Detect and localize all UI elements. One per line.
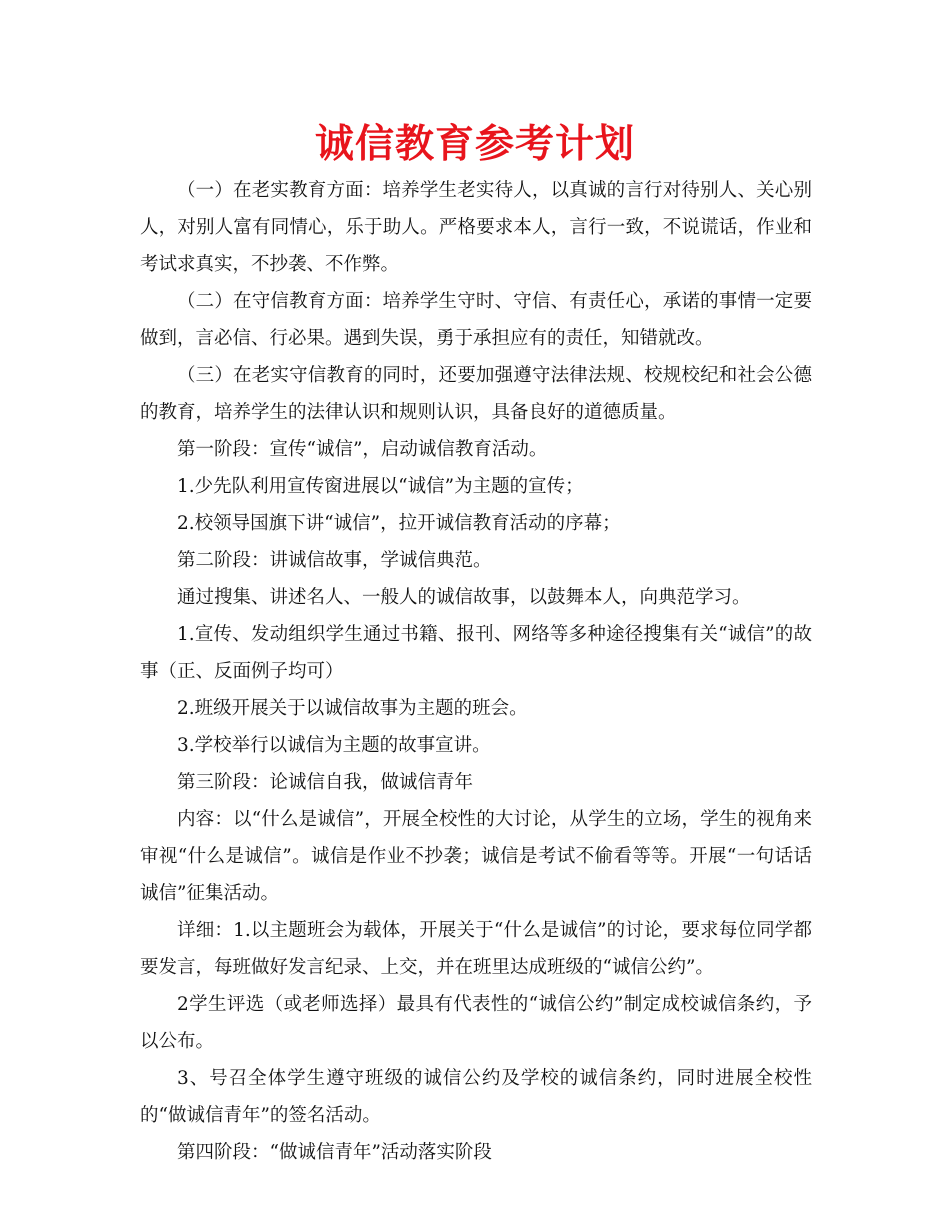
paragraph-1: （一）在老实教育方面：培养学生老实待人，以真诚的言行对待别人、关心别人，对别人富有同情心，乐于助人。严格要求本人，言行一致，不说谎话，作业和考试求真实，不抄袭、不作弊。	[140, 180, 812, 275]
paragraph-13: 内容：以“什么是诚信”，开展全校性的大讨论，从学生的立场，学生的视角来审视“什么是诚信”。诚信是作业不抄袭；诚信是考试不偷看等等。开展“一句话话诚信”征集活动。	[140, 809, 812, 904]
paragraph-2: （二）在守信教育方面：培养学生守时、守信、有责任心，承诺的事情一定要做到，言必信、行必果。遇到失误，勇于承担应有的责任，知错就改。	[140, 291, 812, 349]
paragraph-11: 3.学校举行以诚信为主题的故事宣讲。	[177, 735, 491, 756]
paragraph-12: 第三阶段：论诚信自我，做诚信青年	[177, 772, 474, 793]
paragraph-8: 通过搜集、讲述名人、一般人的诚信故事，以鼓舞本人，向典范学习。	[177, 587, 751, 608]
paragraph-7: 第二阶段：讲诚信故事，学诚信典范。	[177, 550, 492, 571]
paragraph-5: 1.少先队利用宣传窗进展以“诚信”为主题的宣传；	[177, 476, 584, 497]
paragraph-9: 1.宣传、发动组织学生通过书籍、报刊、网络等多种途径搜集有关“诚信”的故事（正、反面例子均可）	[140, 624, 812, 682]
paragraph-16: 3、号召全体学生遵守班级的诚信公约及学校的诚信条约，同时进展全校性的“做诚信青年”的签名活动。	[140, 1068, 812, 1126]
paragraph-10: 2.班级开展关于以诚信故事为主题的班会。	[177, 698, 528, 719]
paragraph-17: 第四阶段：“做诚信青年”活动落实阶段	[177, 1142, 492, 1163]
paragraph-14: 详细：1.以主题班会为载体，开展关于“什么是诚信”的讨论，要求每位同学都要发言，每班做好发言纪录、上交，并在班里达成班级的“诚信公约”。	[140, 920, 812, 978]
document-body	[140, 172, 812, 1171]
document-title: 诚信教育参考计划	[314, 121, 635, 167]
paragraph-3: （三）在老实守信教育的同时，还要加强遵守法律法规、校规校纪和社会公德的教育，培养学生的法律认识和规则认识，具备良好的道德质量。	[140, 365, 812, 423]
paragraph-4: 第一阶段：宣传“诚信”，启动诚信教育活动。	[177, 439, 548, 460]
paragraph-6: 2.校领导国旗下讲“诚信”，拉开诚信教育活动的序幕；	[177, 513, 621, 534]
paragraph-15: 2学生评选（或老师选择）最具有代表性的“诚信公约”制定成校诚信条约，予以公布。	[140, 994, 812, 1052]
